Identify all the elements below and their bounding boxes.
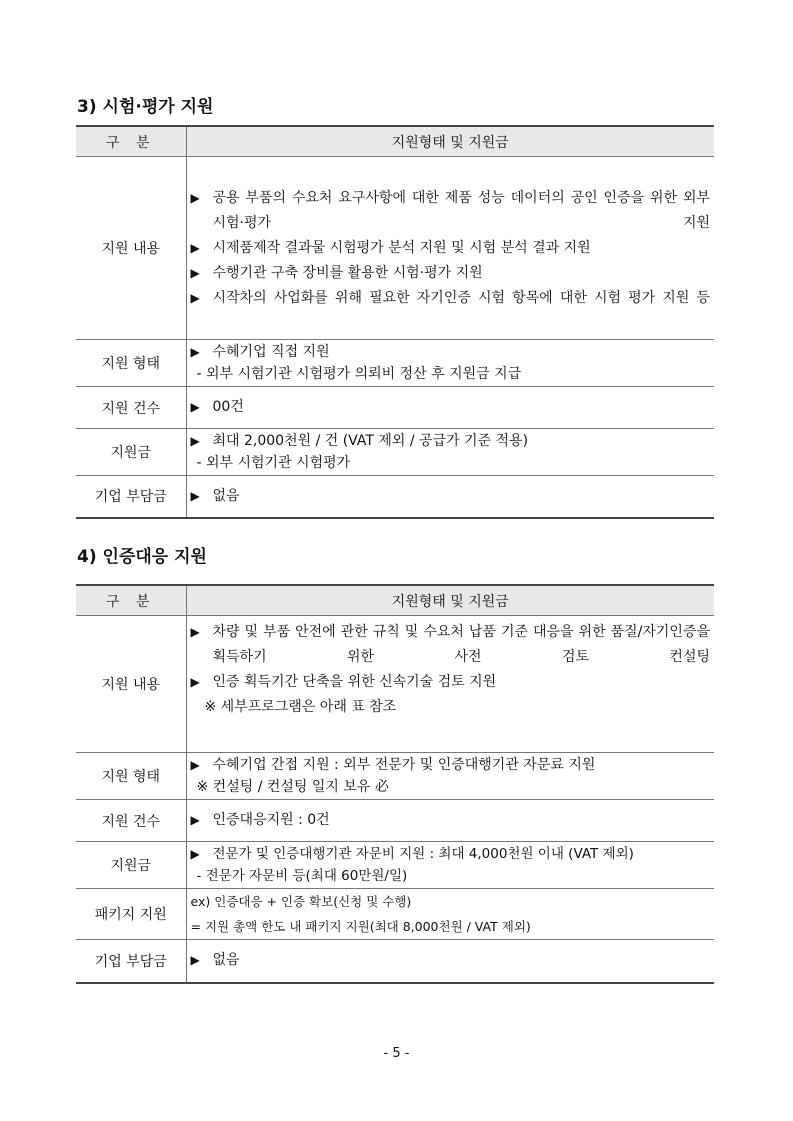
item-text: 00건: [212, 399, 244, 415]
table-header-row: [76, 126, 714, 157]
row-label: 지원 건수: [76, 387, 186, 429]
row-support-amount: [76, 429, 714, 476]
row-content: [186, 753, 714, 800]
triangle-bullet-icon: ▶: [190, 625, 200, 639]
item-text: 수행기관 구축 장비를 활용한 시험·평가 지원: [212, 264, 483, 281]
test-evaluation-table: [76, 125, 714, 519]
row-support-type: [76, 753, 714, 800]
triangle-bullet-icon: ▶: [190, 488, 200, 503]
row-support-count: [76, 800, 714, 842]
row-content: [186, 157, 714, 340]
list-item: [191, 430, 711, 452]
package-line-1: ex) 인증대응 + 인증 확보(신청 및 수행): [190, 894, 412, 909]
certification-response-table: [76, 584, 714, 984]
row-content: [186, 842, 714, 889]
row-label: 패키지 지원: [76, 889, 186, 940]
sub-note: - 외부 시험기관 시험평가 의뢰비 정산 후 지원금 지급: [196, 366, 522, 382]
row-label: 지원 형태: [76, 340, 186, 387]
row-label: 지원 내용: [76, 157, 186, 340]
triangle-bullet-icon: ▶: [190, 847, 200, 861]
item-text: 없음: [212, 952, 240, 969]
section-4-title: 4) 인증대응 지원: [77, 547, 207, 567]
row-label: 지원 건수: [76, 800, 186, 842]
item-text: 전문가 및 인증대행기관 자문비 지원 : 최대 4,000천원 이내 (VAT 제외): [212, 846, 634, 862]
list-item: [191, 484, 711, 509]
row-label: 지원금: [76, 842, 186, 889]
item-text: 수혜기업 간접 지원 : 외부 전문가 및 인증대행기관 자문료 지원: [212, 757, 596, 773]
list-item: [191, 754, 711, 776]
list-item: [191, 843, 711, 865]
row-content: [186, 476, 714, 518]
triangle-bullet-icon: ▶: [190, 675, 200, 689]
row-content: [186, 340, 714, 387]
triangle-bullet-icon: ▶: [190, 290, 200, 305]
row-label: 지원금: [76, 429, 186, 476]
triangle-bullet-icon: ▶: [190, 345, 200, 359]
item-text: 수혜기업 직접 지원: [212, 344, 330, 360]
row-content: [186, 429, 714, 476]
row-content: [186, 387, 714, 429]
row-content: [186, 800, 714, 842]
triangle-bullet-icon: ▶: [190, 265, 200, 280]
sub-note: - 외부 시험기관 시험평가: [196, 455, 351, 471]
triangle-bullet-icon: ▶: [190, 434, 200, 448]
list-item: [191, 395, 711, 420]
row-label: 지원 형태: [76, 753, 186, 800]
header-category: 구 분: [76, 585, 186, 616]
item-text: 시작차의 사업화를 위해 필요한 자기인증 시험 항목에 대한 시험 평가 지원 등: [212, 289, 710, 306]
row-content: [186, 889, 714, 940]
sub-note: - 전문가 자문비 등(최대 60만원/일): [196, 868, 408, 884]
item-text: 공용 부품의 수요처 요구사항에 대한 제품 성능 데이터의 공인 인증을 위한 외부 시험·평가 지원: [212, 189, 710, 231]
triangle-bullet-icon: ▶: [190, 240, 200, 255]
row-content: [186, 940, 714, 983]
header-category: 구 분: [76, 126, 186, 157]
row-support-amount: [76, 842, 714, 889]
header-support-form: 지원형태 및 지원금: [186, 126, 714, 157]
row-label: 지원 내용: [76, 616, 186, 753]
page-number: - 5 -: [383, 1046, 410, 1061]
triangle-bullet-icon: ▶: [190, 190, 200, 205]
list-item: [191, 808, 711, 833]
list-item: [191, 620, 711, 670]
triangle-bullet-icon: ▶: [190, 953, 200, 968]
row-company-burden: [76, 940, 714, 983]
item-text: 최대 2,000천원 / 건 (VAT 제외 / 공급가 기준 적용): [212, 433, 529, 449]
list-item: [191, 286, 711, 311]
row-package-support: [76, 889, 714, 940]
package-line-2: = 지원 총액 한도 내 패키지 지원(최대 8,000천원 / VAT 제외): [190, 919, 531, 934]
triangle-bullet-icon: ▶: [190, 400, 200, 414]
list-item: [191, 948, 711, 973]
header-support-form: 지원형태 및 지원금: [186, 585, 714, 616]
row-company-burden: [76, 476, 714, 518]
reference-note: ※ 컨설팅 / 컨설팅 일지 보유 必: [196, 779, 389, 795]
list-item: [191, 236, 711, 261]
list-item: [191, 670, 711, 695]
row-support-type: [76, 340, 714, 387]
item-text: 인증대응지원 : 0건: [212, 812, 330, 828]
item-text: 시제품제작 결과물 시험평가 분석 지원 및 시험 분석 결과 지원: [212, 239, 591, 256]
item-text: 없음: [212, 487, 240, 504]
triangle-bullet-icon: ▶: [190, 758, 200, 772]
row-support-content: [76, 616, 714, 753]
row-label: 기업 부담금: [76, 476, 186, 518]
list-item: [191, 341, 711, 363]
section-3-title: 3) 시험·평가 지원: [77, 97, 214, 117]
item-text: 인증 획득기간 단축을 위한 신속기술 검토 지원: [212, 674, 497, 690]
row-support-count: [76, 387, 714, 429]
list-item: [191, 186, 711, 236]
triangle-bullet-icon: ▶: [190, 813, 200, 827]
row-support-content: [76, 157, 714, 340]
table-header-row: [76, 585, 714, 616]
list-item: [191, 261, 711, 286]
row-label: 기업 부담금: [76, 940, 186, 983]
item-text: 차량 및 부품 안전에 관한 규칙 및 수요처 납품 기준 대응을 위한 품질/자기인증을 획득하기 위한 사전 검토 컨설팅: [212, 624, 710, 665]
row-content: [186, 616, 714, 753]
reference-note: ※ 세부프로그램은 아래 표 참조: [204, 699, 397, 715]
